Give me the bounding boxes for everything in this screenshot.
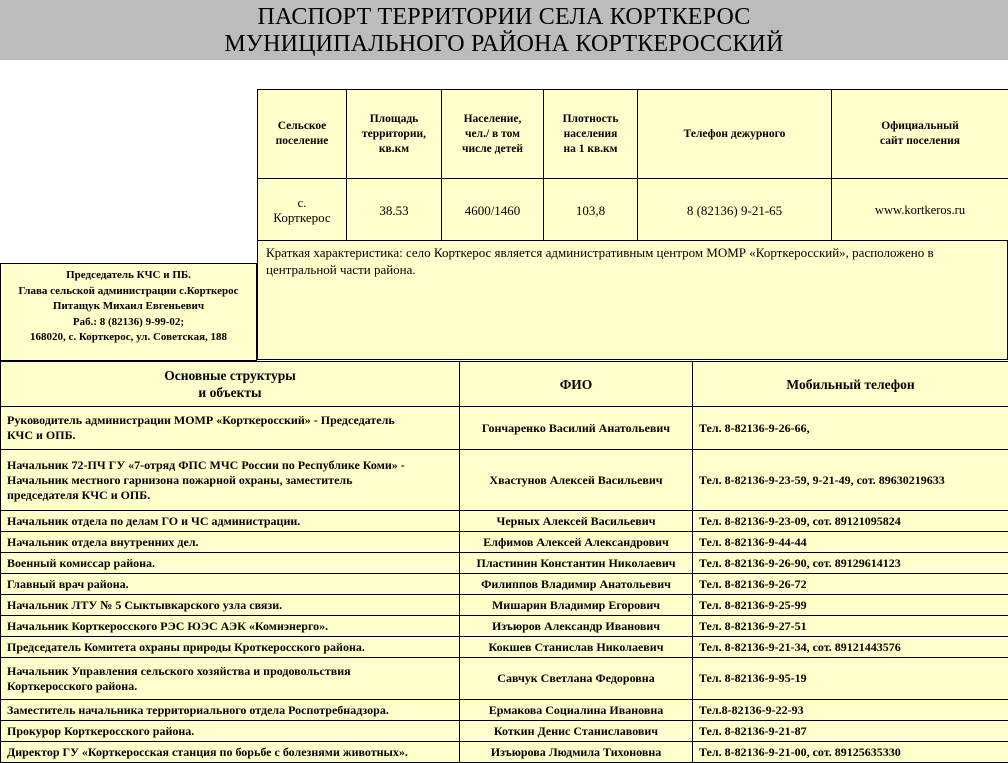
fio-cell: Гончаренко Василий Анатольевич [460, 407, 693, 450]
table-row [1, 450, 1008, 511]
settlement-info-table [257, 89, 1008, 242]
fio-cell: Елфимов Алексей Александрович [460, 532, 693, 553]
table-row [1, 574, 1008, 595]
table-row [1, 637, 1008, 658]
chief-line: Глава сельской администрации с.Корткерос [1, 284, 256, 300]
fio-cell: Коткин Денис Станиславович [460, 721, 693, 742]
title-line-2: МУНИЦИПАЛЬНОГО РАЙОНА КОРТКЕРОССКИЙ [0, 30, 1008, 58]
fio-cell: Ермакова Социалина Ивановна [460, 700, 693, 721]
phone-cell: Тел. 8-82136-9-23-09, сот. 89121095824 [693, 511, 1008, 532]
fio-cell: Изъюров Александр Иванович [460, 616, 693, 637]
phone-cell: Тел. 8-82136-9-44-44 [693, 532, 1008, 553]
table-row [1, 511, 1008, 532]
fio-cell: Мишарин Владимир Егорович [460, 595, 693, 616]
table-row [1, 721, 1008, 742]
value-population: 4600/1460 [442, 179, 544, 242]
title-bar [0, 0, 1008, 60]
brief-description: Краткая характеристика: село Корткерос является административным центром МОМР «Корткеросский», расположено в центральной части района. [257, 240, 1008, 360]
chief-line: 168020, с. Корткерос, ул. Советская, 188 [1, 330, 256, 346]
structure-cell: Начальник Корткеросского РЭС ЮЭС АЭК «Комиэнерго». [1, 616, 460, 637]
phone-cell: Тел. 8-82136-9-25-99 [693, 595, 1008, 616]
phone-cell: Тел. 8-82136-9-27-51 [693, 616, 1008, 637]
header-fio: ФИО [460, 362, 693, 407]
header-settlement: Сельское поселение [258, 90, 347, 179]
header-population: Население, чел./ в том числе детей [442, 90, 544, 179]
value-density: 103,8 [544, 179, 638, 242]
phone-cell: Тел. 8-82136-9-21-34, сот. 89121443576 [693, 637, 1008, 658]
header-duty-phone: Телефон дежурного [638, 90, 832, 179]
structure-cell: Начальник отдела по делам ГО и ЧС администрации. [1, 511, 460, 532]
title-line-1: ПАСПОРТ ТЕРРИТОРИИ СЕЛА КОРТКЕРОС [0, 3, 1008, 31]
info-header-row [258, 90, 1008, 179]
table-row [1, 700, 1008, 721]
phone-cell: Тел.8-82136-9-22-93 [693, 700, 1008, 721]
structure-cell: Председатель Комитета охраны природы Кроткеросского района. [1, 637, 460, 658]
phone-cell: Тел. 8-82136-9-21-00, сот. 89125635330 [693, 742, 1008, 763]
table-row [1, 407, 1008, 450]
fio-cell: Черных Алексей Васильевич [460, 511, 693, 532]
phone-cell: Тел. 8-82136-9-23-59, 9-21-49, сот. 89630219633 [693, 450, 1008, 511]
structure-cell: Военный комиссар района. [1, 553, 460, 574]
phone-cell: Тел. 8-82136-9-21-87 [693, 721, 1008, 742]
structure-cell: Руководитель администрации МОМР «Корткеросский» - Председатель КЧС и ОПБ. [1, 407, 460, 450]
value-area: 38.53 [347, 179, 442, 242]
header-area: Площадь территории, кв.км [347, 90, 442, 179]
table-row [1, 616, 1008, 637]
chief-line: Питащук Михаил Евгеньевич [1, 299, 256, 315]
value-settlement: с. Корткерос [258, 179, 347, 242]
structure-cell: Начальник Управления сельского хозяйства и продовольствия Корткеросского района. [1, 658, 460, 700]
phone-cell: Тел. 8-82136-9-26-66, [693, 407, 1008, 450]
header-mobile-phone: Мобильный телефон [693, 362, 1008, 407]
table-row [1, 658, 1008, 700]
value-website: www.kortkeros.ru [832, 179, 1008, 242]
table-row [1, 532, 1008, 553]
phone-cell: Тел. 8-82136-9-26-72 [693, 574, 1008, 595]
structure-cell: Главный врач района. [1, 574, 460, 595]
table-row [1, 595, 1008, 616]
fio-cell: Филиппов Владимир Анатольевич [460, 574, 693, 595]
header-website: Официальный сайт поселения [832, 90, 1008, 179]
chief-contact-box [0, 263, 257, 361]
table-row [1, 742, 1008, 763]
info-values-row [258, 179, 1008, 242]
phone-cell: Тел. 8-82136-9-95-19 [693, 658, 1008, 700]
fio-cell: Хвастунов Алексей Васильевич [460, 450, 693, 511]
structure-cell: Директор ГУ «Корткеросская станция по борьбе с болезнями животных». [1, 742, 460, 763]
fio-cell: Кокшев Станислав Николаевич [460, 637, 693, 658]
structure-cell: Начальник 72-ПЧ ГУ «7-отряд ФПС МЧС России по Республике Коми» - Начальник местного гарнизона пожарной охраны, заместитель председателя КЧС и ОПБ. [1, 450, 460, 511]
table-row [1, 553, 1008, 574]
phone-cell: Тел. 8-82136-9-26-90, сот. 89129614123 [693, 553, 1008, 574]
fio-cell: Пластинин Константин Николаевич [460, 553, 693, 574]
chief-line: Раб.: 8 (82136) 9-99-02; [1, 315, 256, 331]
structure-cell: Заместитель начальника территориального отдела Роспотребнадзора. [1, 700, 460, 721]
contacts-header-row [1, 362, 1008, 407]
fio-cell: Савчук Светлана Федоровна [460, 658, 693, 700]
structure-cell: Прокурор Корткеросского района. [1, 721, 460, 742]
header-structures: Основные структуры и объекты [1, 362, 460, 407]
structure-cell: Начальник отдела внутренних дел. [1, 532, 460, 553]
chief-line: Председатель КЧС и ПБ. [1, 268, 256, 284]
structure-cell: Начальник ЛТУ № 5 Сыктывкарского узла связи. [1, 595, 460, 616]
value-duty-phone: 8 (82136) 9-21-65 [638, 179, 832, 242]
fio-cell: Изъюрова Людмила Тихоновна [460, 742, 693, 763]
header-density: Плотность населения на 1 кв.км [544, 90, 638, 179]
contacts-table [0, 361, 1008, 763]
